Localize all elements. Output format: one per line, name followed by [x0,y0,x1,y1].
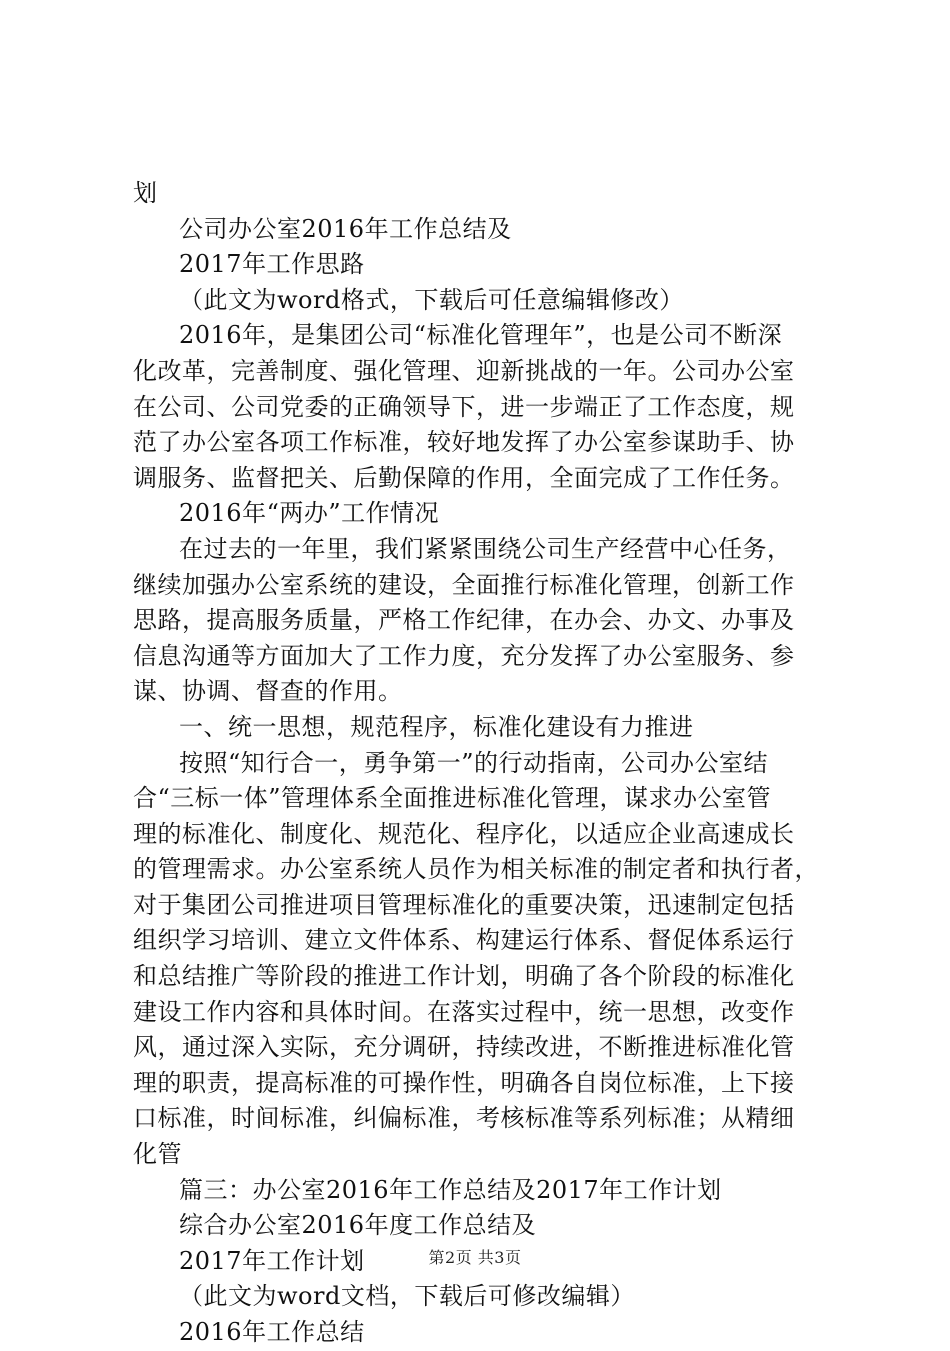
text-line: 篇三：办公室2016年工作总结及2017年工作计划 [179,1175,722,1204]
text-line: （此文为word文档，下载后可修改编辑） [179,1282,635,1311]
text-line: 风，通过深入实际，充分调研，持续改进，不断推进标准化管 [133,1033,795,1062]
text-line: 继续加强办公室系统的建设，全面推行标准化管理，创新工作 [133,570,795,599]
text-line: 化改革，完善制度、强化管理、迎新挑战的一年。公司办公室 [133,356,795,385]
text-line: 2016年工作总结 [179,1318,365,1346]
text-line: 理的标准化、制度化、规范化、程序化，以适应企业高速成长 [133,819,795,848]
text-line: 理的职责，提高标准的可操作性，明确各自岗位标准，上下接 [133,1068,795,1097]
text-line: 范了办公室各项工作标准，较好地发挥了办公室参谋助手、协 [133,428,795,457]
text-line: 2017年工作思路 [179,250,365,279]
text-line: 化管 [133,1140,182,1169]
text-line: 对于集团公司推进项目管理标准化的重要决策，迅速制定包括 [133,890,795,919]
text-line: 信息沟通等方面加大了工作力度，充分发挥了办公室服务、参 [133,641,795,670]
text-line: 公司办公室2016年工作总结及 [179,214,512,243]
page-number-footer: 第2页 共3页 [428,1248,522,1267]
text-line: 和总结推广等阶段的推进工作计划，明确了各个阶段的标准化 [133,962,795,991]
text-line: 一、统一思想，规范程序，标准化建设有力推进 [179,712,694,741]
text-line: 综合办公室2016年度工作总结及 [179,1211,537,1240]
text-line: 合“三标一体”管理体系全面推进标准化管理，谋求办公室管 [133,784,772,813]
text-line: 调服务、监督把关、后勤保障的作用，全面完成了工作任务。 [133,463,795,492]
text-line: （此文为word格式，下载后可任意编辑修改） [179,285,684,314]
text-line: 按照“知行合一，勇争第一”的行动指南，公司办公室结 [179,748,769,777]
text-line: 在过去的一年里，我们紧紧围绕公司生产经营中心任务， [179,534,792,563]
text-line: 的管理需求。办公室系统人员作为相关标准的制定者和执行者， [133,855,819,884]
text-line: 2016年“两办”工作情况 [179,499,440,528]
text-line: 口标准，时间标准，纠偏标准，考核标准等系列标准；从精细 [133,1104,795,1133]
text-line: 2017年工作计划 [179,1246,365,1275]
text-line: 谋、协调、督查的作用。 [133,677,403,706]
text-line: 思路，提高服务质量，严格工作纪律，在办会、办文、办事及 [133,606,795,635]
text-line: 2016年，是集团公司“标准化管理年”，也是公司不断深 [179,321,783,350]
text-line: 组织学习培训、建立文件体系、构建运行体系、督促体系运行 [133,926,795,955]
text-line: 划 [133,179,158,207]
text-line: 建设工作内容和具体时间。在落实过程中，统一思想，改变作 [133,997,795,1026]
document-body [133,176,833,1351]
text-line: 在公司、公司党委的正确领导下，进一步端正了工作态度，规 [133,392,795,421]
